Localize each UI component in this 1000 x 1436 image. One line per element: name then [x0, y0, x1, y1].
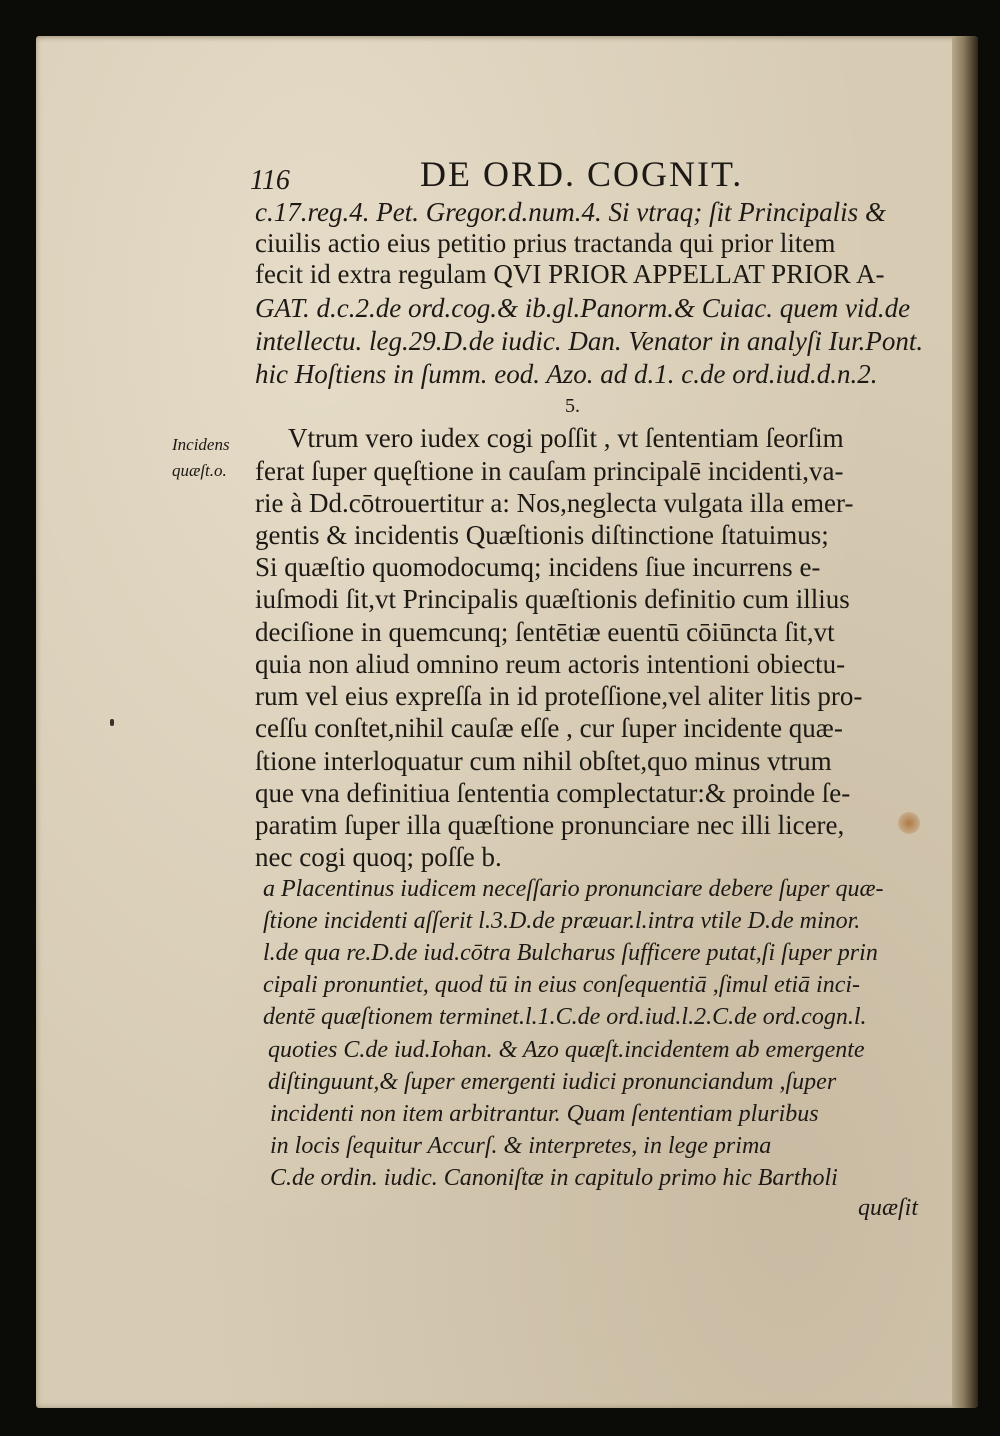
text-line-15: quia non aliud omnino reum actoris intentioni obiectu- — [255, 649, 846, 679]
text-line-11: gentis & incidentis Quæſtionis diſtinctione ſtatuimus; — [255, 520, 829, 550]
footnote-line-1: a Placentinus iudicem neceſſario pronunciare debere ſuper quæ- — [263, 876, 884, 902]
text-line-14: deciſione in quemcunq; ſentētiæ euentū cōiūncta ſit,vt — [255, 617, 835, 647]
page-header — [220, 145, 920, 195]
text-line-8: Vtrum vero iudex cogi poſſit , vt ſententiam ſeorſim — [288, 423, 844, 453]
footnote-line-10: C.de ordin. iudic. Canoniſtæ in capitulo primo hic Bartholi — [270, 1165, 838, 1191]
footnote-line-3: l.de qua re.D.de iud.cōtra Bulcharus ſufficere putat,ſi ſuper prin — [263, 940, 878, 966]
text-line-5: intellectu. leg.29.D.de iudic. Dan. Venator in analyſi Iur.Pont. — [255, 326, 924, 356]
text-line-19: que vna definitiua ſententia complectatur:& proinde ſe- — [255, 778, 851, 808]
text-line-9: ferat ſuper quęſtione in cauſam principalē incidenti,va- — [255, 456, 844, 486]
running-head: DE ORD. COGNIT. — [420, 154, 744, 194]
dust-speck — [110, 719, 114, 726]
text-line-18: ſtione interloquatur cum nihil obſtet,quo minus vtrum — [255, 746, 832, 776]
text-line-20: paratim ſuper illa quæſtione pronunciare nec illi licere, — [255, 810, 845, 840]
text-line-4: GAT. d.c.2.de ord.cog.& ib.gl.Panorm.& Cuiac. quem vid.de — [255, 293, 911, 323]
text-line-17: ceſſu conſtet,nihil cauſæ eſſe , cur ſuper incidente quæ- — [255, 713, 843, 743]
footnote-line-4: cipali pronuntiet, quod tū in eius conſequentiā ,ſimul etiā inci- — [263, 972, 861, 998]
page-number: 116 — [250, 165, 290, 196]
margin-note-line-1: Incidens — [172, 435, 230, 454]
footnote-line-7: diſtinguunt,& ſuper emergenti iudici pronunciandum ,ſuper — [268, 1069, 837, 1095]
section-number: 5. — [565, 395, 580, 417]
footnote-line-9: in locis ſequitur Accurſ. & interpretes, in lege prima — [270, 1133, 772, 1159]
ink-stain — [898, 812, 920, 834]
text-line-13: iuſmodi ſit,vt Principalis quæſtionis definitio cum illius — [255, 584, 850, 614]
text-line-2: ciuilis actio eius petitio prius tractanda qui prior litem — [255, 228, 836, 258]
text-line-12: Si quæſtio quomodocumq; incidens ſiue incurrens e- — [255, 552, 821, 582]
footnote-line-2: ſtione incidenti aſſerit l.3.D.de præuar.l.intra vtile D.de minor. — [263, 908, 861, 934]
footnote-line-6: quoties C.de iud.Iohan. & Azo quæſt.incidentem ab emergente — [268, 1037, 865, 1063]
text-line-1: c.17.reg.4. Pet. Gregor.d.num.4. Si vtraq; ſit Principalis & — [255, 197, 886, 227]
text-line-16: rum vel eius expreſſa in id proteſſione,vel aliter litis pro- — [255, 681, 863, 711]
margin-note-line-2: quæſt.o. — [172, 461, 227, 480]
text-line-21: nec cogi quoq; poſſe b. — [255, 842, 502, 872]
page-gutter — [952, 36, 978, 1408]
text-line-10: rie à Dd.cōtrouertitur a: Nos,neglecta vulgata illa emer- — [255, 488, 854, 518]
footnote-line-5: dentē quæſtionem terminet.l.1.C.de ord.iud.l.2.C.de ord.cogn.l. — [263, 1004, 867, 1030]
text-line-3: fecit id extra regulam QVI PRIOR APPELLAT PRIOR A- — [255, 259, 885, 289]
footnote-line-8: incidenti non item arbitrantur. Quam ſententiam pluribus — [270, 1101, 819, 1127]
text-line-6: hic Hoſtiens in ſumm. eod. Azo. ad d.1. c.de ord.iud.d.n.2. — [255, 359, 878, 389]
catchword: quæſit — [858, 1195, 919, 1221]
